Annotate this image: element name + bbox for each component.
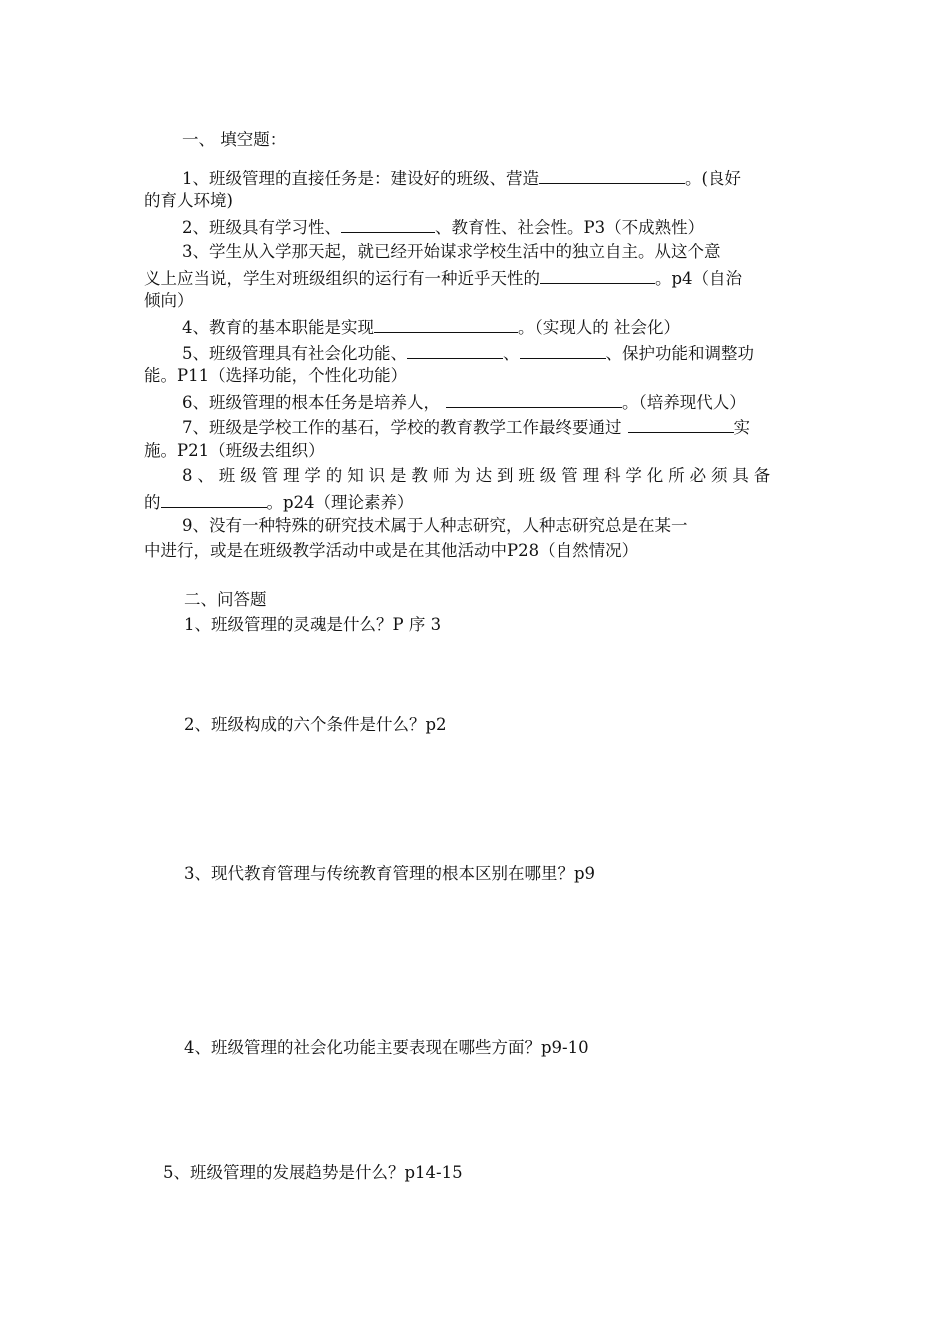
fill-question-3-cont (144, 291, 194, 311)
q2-blank (341, 216, 435, 233)
fill-question-3 (182, 242, 721, 262)
section-fill-in-heading (182, 130, 286, 150)
fill-question-7 (182, 416, 750, 438)
fill-question-3-line2 (144, 267, 742, 289)
q2-text-end: 、教育性、社会性。P3（不成熟性） (435, 218, 705, 237)
q8-blank (161, 491, 267, 508)
q4-blank (374, 316, 518, 333)
q8-text-end: 。p24（理论素养） (266, 493, 414, 512)
qa-heading-text: 二、问答题 (184, 590, 267, 609)
q9-text-2: 中进行，或是在班级教学活动中或是在其他活动中P28（自然情况） (144, 541, 639, 560)
qa-question-4-text: 4、班级管理的社会化功能主要表现在哪些方面？p9-10 (184, 1038, 589, 1057)
q3-text: 3、学生从入学那天起，就已经开始谋求学校生活中的独立自主。从这个意 (182, 242, 721, 261)
q7-text: 7、班级是学校工作的基石，学校的教育教学工作最终要通过 (182, 418, 622, 437)
q3-text-2: 义上应当说，学生对班级组织的运行有一种近乎天性的 (144, 269, 540, 288)
q6-text: 6、班级管理的根本任务是培养人， (182, 393, 440, 412)
fill-question-9 (182, 516, 688, 536)
qa-question-3-text: 3、现代教育管理与传统教育管理的根本区别在哪里？p9 (184, 864, 596, 883)
q8-text: 8、班级管理学的知识是教师为达到班级管理科学化所必须具备 (182, 466, 776, 485)
fill-question-6 (182, 391, 746, 413)
q2-text: 2、班级具有学习性、 (182, 218, 341, 237)
fill-question-4 (182, 316, 680, 338)
q5-text: 5、班级管理具有社会化功能、 (182, 344, 407, 363)
q8-text-2: 的 (144, 493, 161, 512)
fill-question-1 (182, 167, 741, 189)
q1-text: 1、班级管理的直接任务是：建设好的班级、营造 (182, 169, 539, 188)
fill-question-9-cont (144, 541, 638, 561)
fill-question-2 (182, 216, 704, 238)
qa-question-1 (184, 615, 441, 635)
q5-text-end: 、保护功能和调整功 (605, 344, 754, 363)
q5-blank-1 (407, 342, 503, 359)
q3-answer: 倾向） (144, 291, 194, 310)
qa-question-3 (184, 864, 595, 884)
fill-question-7-cont (144, 441, 325, 461)
fill-question-5-cont (144, 366, 407, 386)
q5-answer: 能。P11（选择功能，个性化功能） (144, 366, 408, 385)
q6-blank (446, 391, 622, 408)
q3-text-end: 。p4（自治 (655, 269, 743, 288)
q5-blank-2 (520, 342, 606, 359)
qa-question-4 (184, 1038, 589, 1058)
q5-separator: 、 (503, 344, 520, 363)
q7-text-end: 实 (733, 418, 750, 437)
q1-text-end: 。(良好 (685, 169, 741, 188)
heading-text: 一、 填空题： (182, 130, 287, 149)
q9-text: 9、没有一种特殊的研究技术属于人种志研究，人种志研究总是在某一 (182, 516, 688, 535)
qa-question-1-text: 1、班级管理的灵魂是什么？P 序 3 (184, 615, 442, 634)
q3-blank (540, 267, 655, 284)
q1-blank (539, 167, 685, 184)
fill-question-8 (182, 466, 775, 486)
q7-blank (628, 416, 734, 433)
fill-question-8-line2 (144, 491, 414, 513)
qa-question-2 (184, 715, 447, 735)
qa-question-5 (163, 1163, 463, 1183)
q4-text-end: 。（实现人的 社会化） (518, 318, 680, 337)
qa-question-5-text: 5、班级管理的发展趋势是什么？p14-15 (163, 1163, 463, 1182)
q6-text-end: 。（培养现代人） (622, 393, 746, 412)
q7-answer: 施。P21（班级去组织） (144, 441, 325, 460)
qa-question-2-text: 2、班级构成的六个条件是什么？p2 (184, 715, 447, 734)
section-qa-heading (184, 590, 267, 610)
fill-question-5 (182, 342, 754, 364)
q1-answer: 的育人环境) (144, 191, 233, 210)
fill-question-1-cont (144, 191, 233, 211)
q4-text: 4、教育的基本职能是实现 (182, 318, 374, 337)
